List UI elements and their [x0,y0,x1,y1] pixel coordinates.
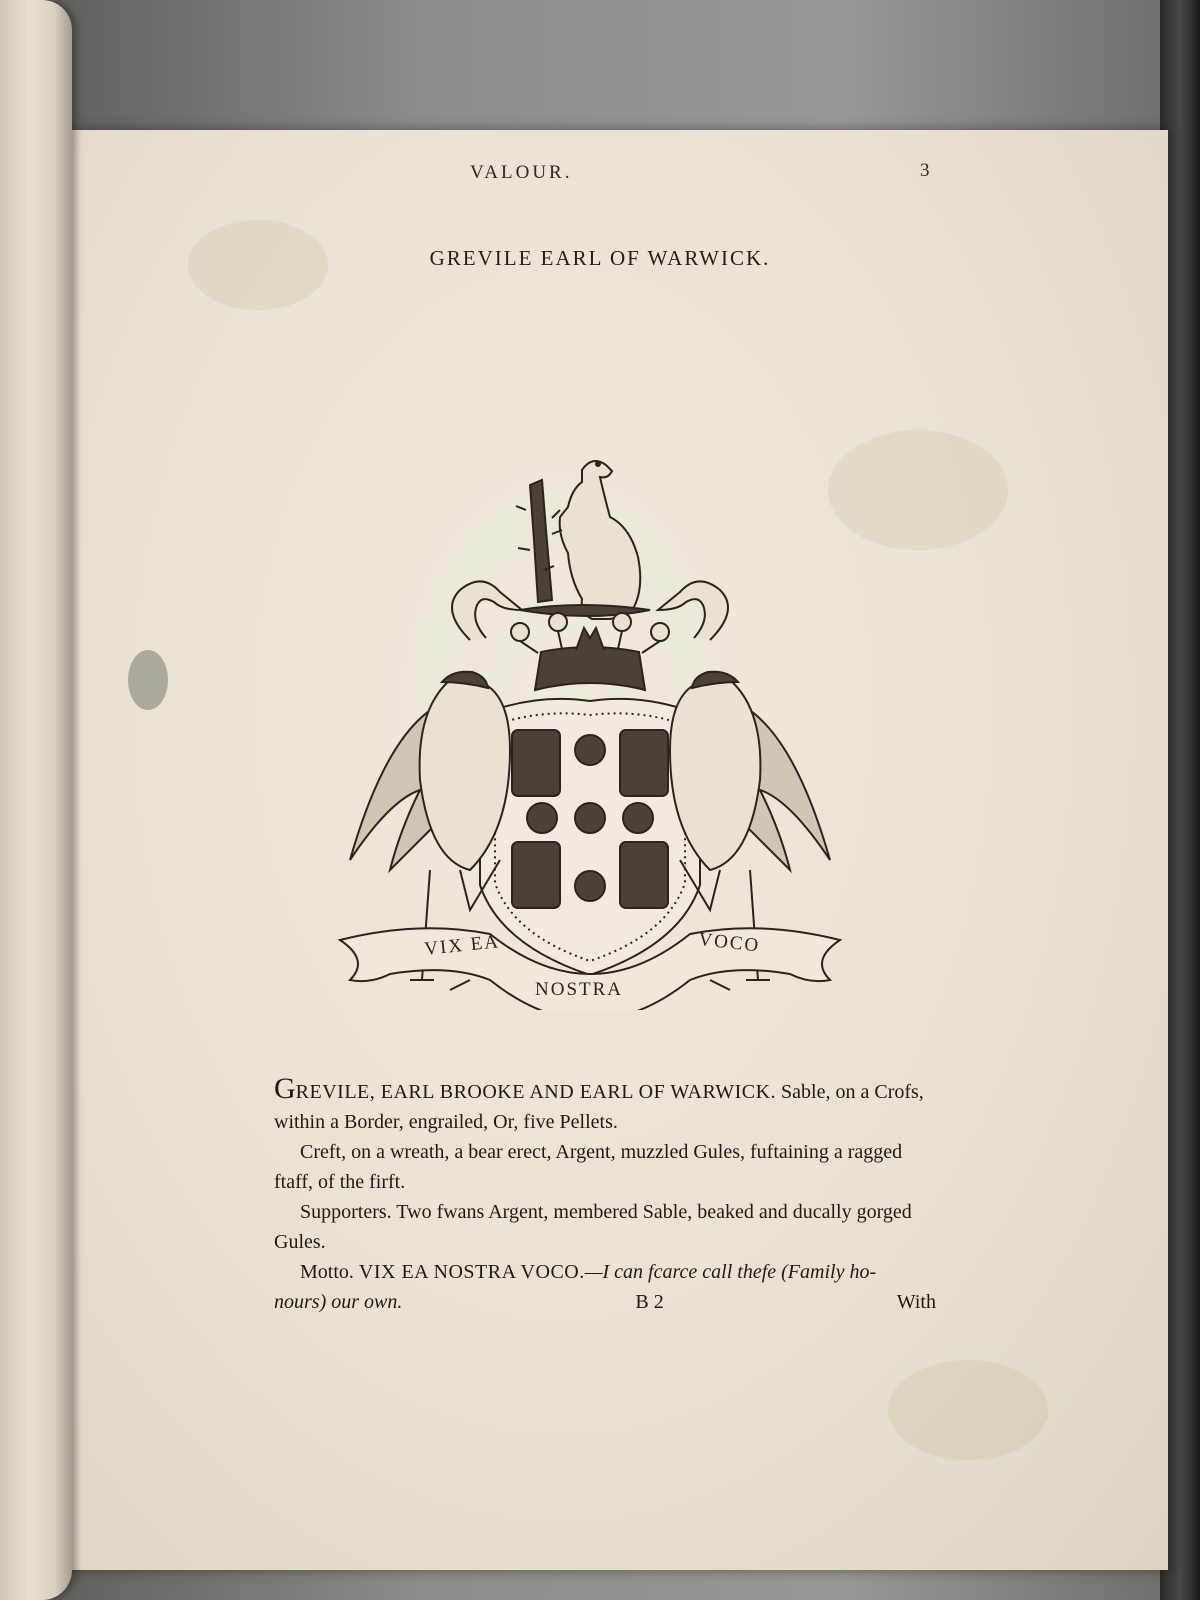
catchword: With [896,1291,936,1313]
motto-left-text: VIX EA [423,931,501,960]
page-number: 3 [920,160,930,181]
left-page-edge [0,0,72,1600]
running-head: VALOUR. [470,162,573,183]
blazon-paragraph [274,1074,936,1137]
lead-caps: REVILE, EARL BROOKE AND EARL OF WARWICK. [295,1081,777,1103]
motto-paragraph [274,1257,936,1287]
blazon-text [274,1074,936,1317]
ink-blot [128,650,168,710]
page-footer-line [274,1287,936,1317]
foxing-stain [828,430,1008,550]
supporters-paragraph: Supporters. Two fwans Argent, membered Sable, beaked and ducally gorged Gules. [274,1201,912,1253]
motto-translation-end: nours) our own. [274,1291,403,1313]
signature-mark: B 2 [635,1291,664,1313]
motto-translation: —I can fcarce call thefe (Family ho- [584,1261,877,1283]
coronet-icon [511,613,669,690]
foxing-stain [888,1360,1048,1460]
motto-center-text: NOSTRA [535,979,624,1000]
arms-title: GREVILE EARL OF WARWICK. [429,246,771,270]
coat-of-arms-engraving [330,450,850,1010]
lead-initial: G [274,1072,296,1105]
blazon-description: Sable, on a Crofs, within a Border, engrailed, Or, five Pellets. [274,1081,924,1133]
crest-paragraph: Creft, on a wreath, a bear erect, Argent, muzzled Gules, fuftaining a ragged ftaff, of the firft. [274,1141,903,1193]
shield-icon [480,699,700,975]
motto-right-text: VOCO [697,929,762,957]
motto-label: Motto. [300,1261,359,1283]
bear-crest-icon [516,461,650,619]
motto-caps: VIX EA NOSTRA VOCO. [358,1261,585,1283]
